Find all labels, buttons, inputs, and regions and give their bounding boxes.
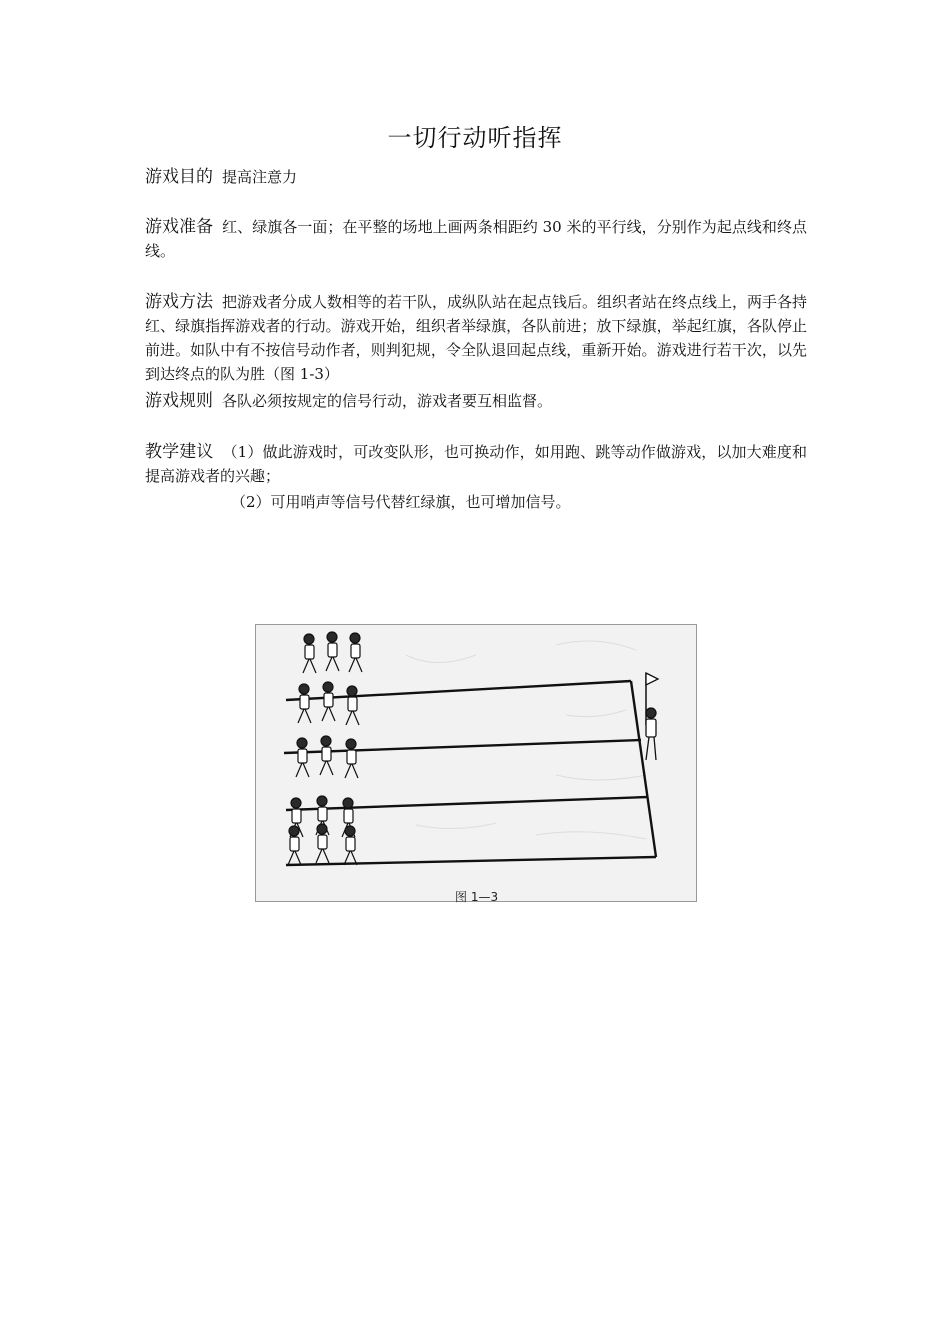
game-field-illustration [256,625,696,901]
section-teaching-suggestions [145,440,807,488]
section-text: 提高注意力 [222,168,298,186]
section-label: 教学建议 [145,442,214,462]
section-purpose [145,165,807,189]
section-label: 游戏规则 [145,391,213,411]
section-text: 各队必须按规定的信号行动，游戏者要互相监督。 [222,392,553,410]
section-method [145,290,807,386]
section-label: 游戏准备 [145,217,214,237]
section-text: 红、绿旗各一面；在平整的场地上画两条相距约 30 米的平行线，分别作为起点线和终点线。 [145,218,807,260]
figure-illustration [255,624,697,902]
section-text: 把游戏者分成人数相等的若干队，成纵队站在起点钱后。组织者站在终点线上，两手各持红、绿旗指挥游戏者的行动。游戏开始，组织者举绿旗，各队前进；放下绿旗，举起红旗，各队停止前进。如队中有不按信号动作者，则判犯规，令全队退回起点线，重新开始。游戏进行若干次，以先到达终点的队为胜（图 1-3） [145,293,808,383]
suggestion-line-2: （2）可用哨声等信号代替红绿旗，也可增加信号。 [231,493,571,511]
page-title: 一切行动听指挥 [387,124,563,152]
section-preparation [145,215,807,263]
section-rules [145,389,807,413]
figure-caption: 图 1—3 [455,890,499,904]
section-label: 游戏目的 [145,167,213,187]
section-label: 游戏方法 [145,292,213,312]
section-text: （1）做此游戏时，可改变队形，也可换动作，如用跑、跳等动作做游戏，以加大难度和提高游戏者的兴趣； [145,443,807,485]
